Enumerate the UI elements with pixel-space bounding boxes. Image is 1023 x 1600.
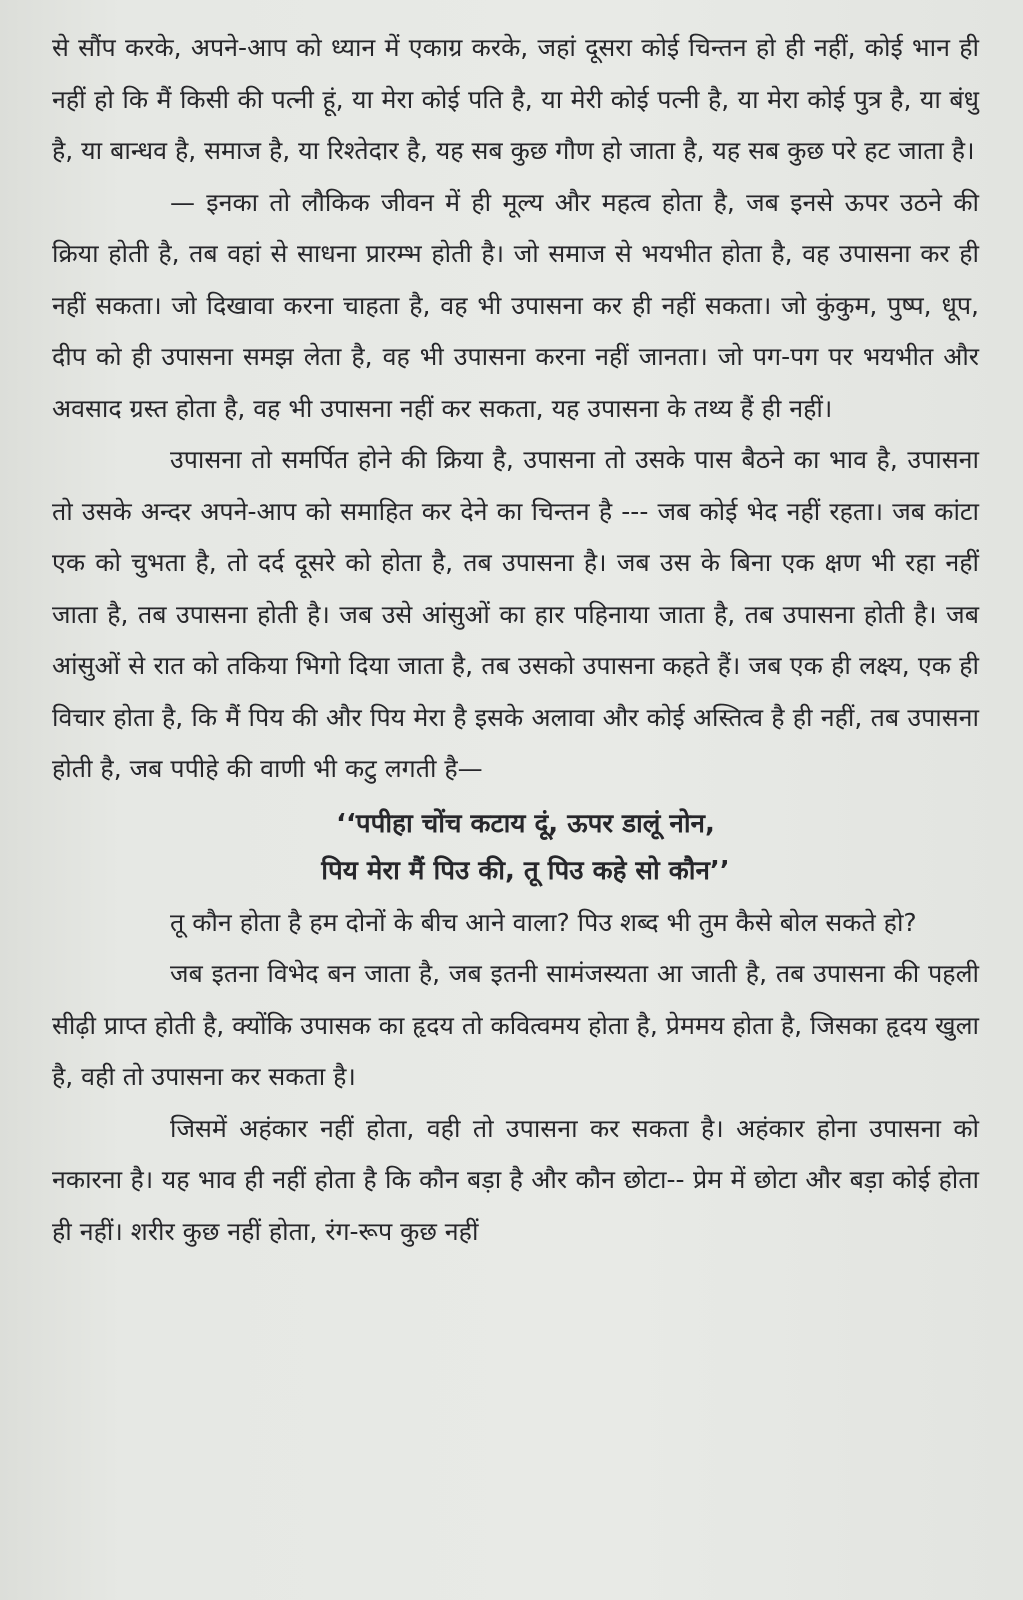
couplet-quote [52, 801, 979, 895]
couplet-line-1: ‘‘पपीहा चोंच कटाय दूं, ऊपर डालूं नोन, [336, 808, 715, 839]
body-text [52, 22, 979, 1257]
paragraph-continuation: से सौंप करके, अपने-आप को ध्यान में एकाग्र करके, जहां दूसरा कोई चिन्तन हो ही नहीं, कोई भान ही नहीं हो कि मैं किसी की पत्नी हूं, या मेरा कोई पति है, या मेरी कोई पत्नी है, या मेरा कोई पुत्र है, या बंधु है, या बान्धव है, समाज है, या रिश्तेदार है, यह सब कुछ गौण हो जाता है, यह सब कुछ परे हट जाता है। [52, 33, 979, 165]
paragraph-worship-surrender: उपासना तो समर्पित होने की क्रिया है, उपासना तो उसके पास बैठने का भाव है, उपासना तो उसके अन्दर अपने-आप को समाहित कर देने का चिन्तन है --- जब कोई भेद नहीं रहता। जब कांटा एक को चुभता है, तो दर्द दूसरे को होता है, तब उपासना है। जब उस के बिना एक क्षण भी रहा नहीं जाता है, तब उपासना होती है। जब उसे आंसुओं का हार पहिनाया जाता है, तब उपासना होती है। जब आंसुओं से रात को तकिया भिगो दिया जाता है, तब उसको उपासना कहते हैं। जब एक ही लक्ष्य, एक ही विचार होता है, कि मैं पिय की और पिय मेरा है इसके अलावा और कोई अस्तित्व है ही नहीं, तब उपासना होती है, जब पपीहे की वाणी भी कटु लगती है— [52, 445, 979, 783]
paragraph-worldly-life: — इनका तो लौकिक जीवन में ही मूल्य और महत्व होता है, जब इनसे ऊपर उठने की क्रिया होती है, तब वहां से साधना प्रारम्भ होती है। जो समाज से भयभीत होता है, वह उपासना कर ही नहीं सकता। जो दिखावा करना चाहता है, वह भी उपासना कर ही नहीं सकता। जो कुंकुम, पुष्प, धूप, दीप को ही उपासना समझ लेता है, वह भी उपासना करना नहीं जानता। जो पग-पग पर भयभीत और अवसाद ग्रस्त होता है, वह भी उपासना नहीं कर सकता, यह उपासना के तथ्य हैं ही नहीं। [52, 187, 979, 423]
couplet-line-2: पिय मेरा मैं पिउ की, तू पिउ कहे सो कौन’’ [321, 855, 730, 886]
paragraph-first-step: जब इतना विभेद बन जाता है, जब इतनी सामंजस्यता आ जाती है, तब उपासना की पहली सीढ़ी प्राप्त होती है, क्योंकि उपासक का हृदय तो कवित्वमय होता है, प्रेममय होता है, जिसका हृदय खुला है, वही तो उपासना कर सकता है। [52, 959, 979, 1091]
paragraph-who-are-you: तू कौन होता है हम दोनों के बीच आने वाला? पिउ शब्द भी तुम कैसे बोल सकते हो? [170, 907, 917, 937]
paragraph-ego: जिसमें अहंकार नहीं होता, वही तो उपासना कर सकता है। अहंकार होना उपासना को नकारना है। यह भाव ही नहीं होता है कि कौन बड़ा है और कौन छोटा-- प्रेम में छोटा और बड़ा कोई होता ही नहीं। शरीर कुछ नहीं होता, रंग-रूप कुछ नहीं [52, 1113, 979, 1246]
